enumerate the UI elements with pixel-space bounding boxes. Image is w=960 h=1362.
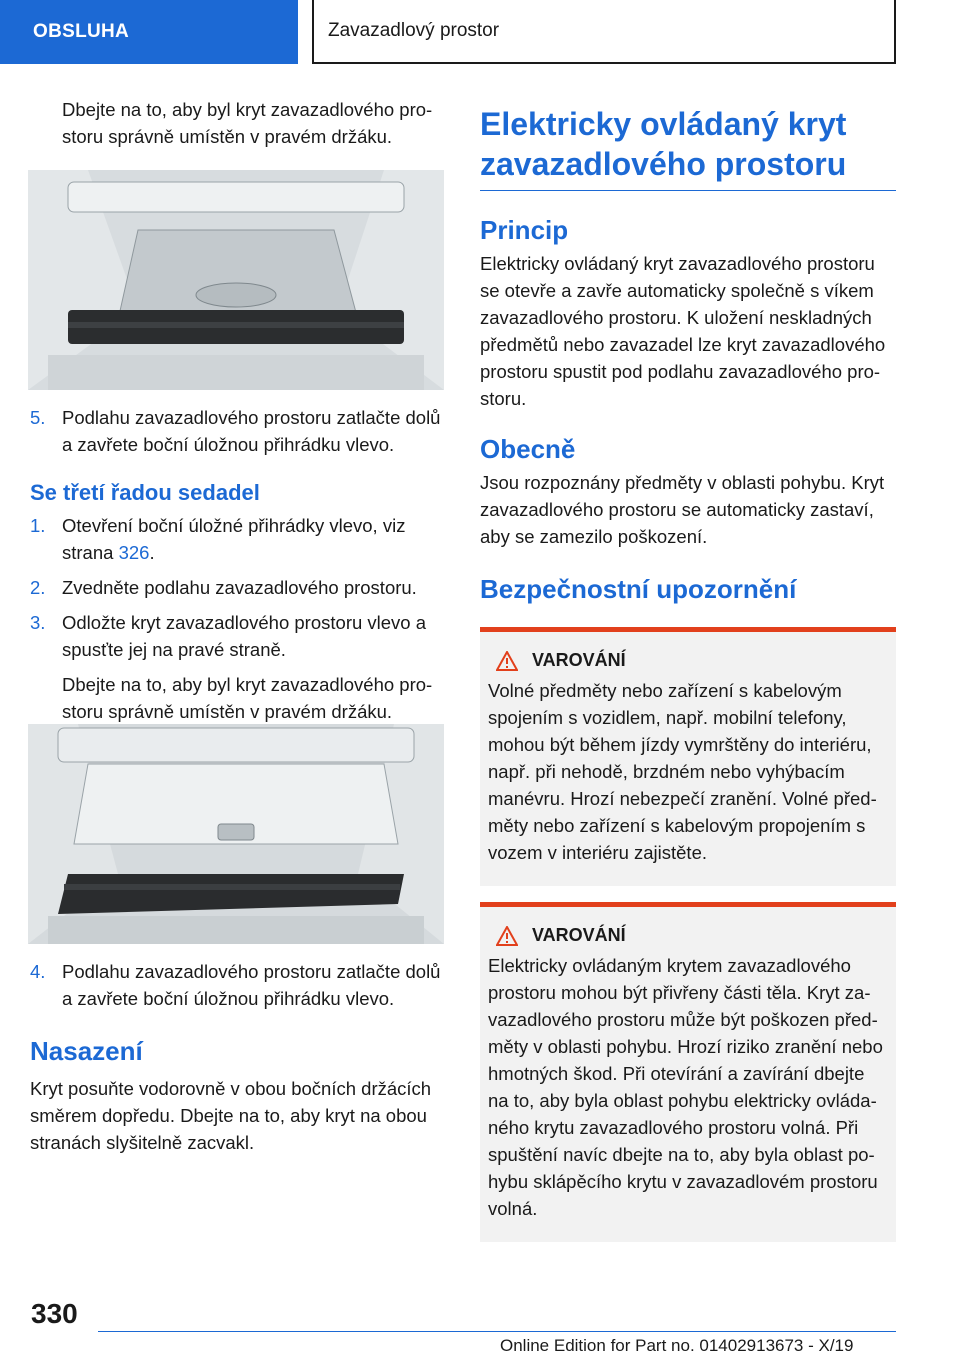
step-text: Otevření boční úložné přihrádky vlevo, viz strana — [62, 515, 406, 563]
chapter-title: Zavazadlový prostor — [328, 20, 500, 41]
warning-label: VAROVÁNÍ — [532, 650, 626, 670]
warning-text: Volné předměty nebo zařízení s kabelovým spojením s vozidlem, např. mobilní telefony, mohou být během jízdy vymrštěny do interiéru, např. při nehodě, brzdném nebo vyhýbacím manévru. Hrozí nebezpečí zranění. Volné předměty nebo zařízení s kabelovým propojením s vozem v interiéru zajistěte. — [488, 680, 877, 863]
heading-install: Nasazení — [30, 1036, 143, 1066]
right-column — [480, 104, 896, 1242]
chapter-title-box — [312, 0, 896, 64]
heading-general: Obecně — [480, 434, 576, 464]
page-number: 330 — [31, 1298, 78, 1329]
heading-third-row: Se třetí řadou sedadel — [30, 480, 260, 505]
warning-header — [488, 925, 886, 946]
install-text: Kryt posuňte vodorovně v obou bočních držácích směrem dopředu. Dbejte na to, aby kryt na obou stranách slyšitelně zacvakl. — [30, 1078, 432, 1153]
warning-label: VAROVÁNÍ — [532, 925, 626, 945]
page-link[interactable]: 326 — [118, 542, 150, 563]
main-heading-block — [480, 104, 896, 191]
step-text: Podlahu zavazadlového prostoru zatlačte dolů a zavřete boční úložnou přihrádku vlevo. — [62, 961, 441, 1009]
warning-triangle-icon — [496, 926, 518, 946]
step-2 — [30, 574, 446, 601]
heading-safety: Bezpečnostní upozornění — [480, 574, 797, 604]
left-block-step4 — [30, 958, 446, 1156]
warning-box-2 — [480, 902, 896, 1242]
step-4 — [30, 958, 446, 1012]
step-3 — [30, 609, 446, 663]
step3-note: Dbejte na to, aby byl kryt zavazadlového prostoru správně umístěn v pravém držáku. — [62, 674, 433, 722]
heading-principle: Princip — [480, 215, 569, 245]
warning-header — [488, 650, 886, 671]
step-number: 3. — [30, 612, 46, 633]
step-number: 1. — [30, 515, 46, 536]
step-number: 2. — [30, 577, 46, 598]
principle-text: Elektricky ovládaný kryt zavazadlového prostoru se otevře a zavře automaticky společně s víkem zavazadlového prostoru. K uložení neskladných předmětů nebo zavazadel lze kryt zavazadlového prostoru spustit pod podlahu zavazadlového prostoru. — [480, 253, 886, 409]
trunk-photo-2 — [28, 724, 444, 944]
step-text: Zvedněte podlahu zavazadlového prostoru. — [62, 577, 417, 598]
main-heading: Elektricky ovládaný kryt zavazadlového prostoru — [480, 106, 847, 182]
intro-note: Dbejte na to, aby byl kryt zavazadlového prostoru správně umístěn v pravém držáku. — [62, 99, 433, 147]
step-text: Podlahu zavazadlového prostoru zatlačte dolů a zavřete boční úložnou přihrádku vlevo. — [62, 407, 441, 455]
trunk-photo-1 — [28, 170, 444, 390]
left-block-step5 — [30, 404, 446, 725]
warning-box-1 — [480, 627, 896, 886]
section-label: OBSLUHA — [33, 21, 130, 42]
step-1 — [30, 512, 446, 566]
step-5 — [30, 404, 446, 458]
section-tab — [0, 0, 298, 64]
left-column — [30, 96, 446, 150]
warning-triangle-icon — [496, 651, 518, 671]
footer-edition: Online Edition for Part no. 01402913673 - X/19 — [500, 1336, 854, 1355]
general-text: Jsou rozpoznány předměty v oblasti pohybu. Kryt zavazadlového prostoru se automaticky zastaví, aby se zamezilo poškození. — [480, 472, 885, 547]
footer-rule — [98, 1331, 896, 1332]
step-number: 5. — [30, 407, 46, 428]
warning-text: Elektricky ovládaným krytem zavazadlového prostoru mohou být přivřeny části těla. Kryt zavazadlového prostoru může být poškozen předměty v oblasti pohybu. Hrozí riziko zranění nebo hmotných škod. Při otevírání a zavírání dbejte na to, aby byla oblast pohybu elektricky ovládaného krytu zavazadlového prostoru volná. Při spuštění navíc dbejte na to, aby byla oblast pohybu sklápěcího krytu v zavazadlovém prostoru volná. — [488, 955, 883, 1219]
step-text-end: . — [149, 542, 155, 563]
trunk-photo-2-illustration — [28, 724, 444, 944]
trunk-photo-1-illustration — [28, 170, 444, 390]
step-number: 4. — [30, 961, 46, 982]
step-text: Odložte kryt zavazadlového prostoru vlevo a spusťte jej na pravé straně. — [62, 612, 427, 660]
